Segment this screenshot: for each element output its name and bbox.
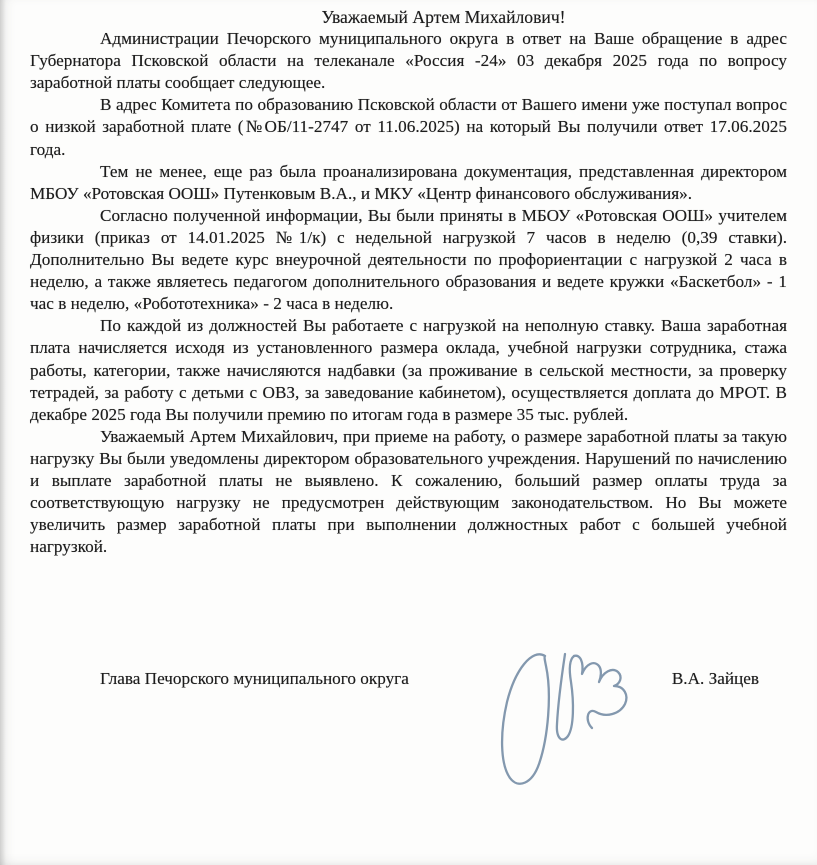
signer-position-title: Глава Печорского муниципального округа bbox=[100, 669, 409, 688]
paragraph-intro: Администрации Печорского муниципального округа в ответ на Ваше обращение в адрес Губернатора Псковской области на телеканале «Россия -24» 03 декабря 2025 года по вопросу заработной платы сообщает следующее. bbox=[30, 29, 787, 93]
paragraph-conclusion: Уважаемый Артем Михайлович, при приеме на работу, о размере заработной платы за такую нагрузку Вы были уведомлены директором образовательного учреждения. Нарушений по начислению и выплате заработной платы не выявлено. К сожалению, больший размер оплаты труда за соответствующую нагрузку не предусмотрен действующим законодательством. Но Вы можете увеличить размер заработной платы при выполнении должностных работ с большей учебной нагрузкой. bbox=[30, 426, 787, 557]
signer-name: В.А. Зайцев bbox=[671, 669, 759, 688]
paragraph-analysis: Тем не менее, еще раз была проанализирована документация, представленная директором МБОУ «Ротовская ООШ» Путенковым В.А., и МКУ «Центр финансового обслуживания». bbox=[30, 161, 787, 203]
paragraph-previous-request: В адрес Комитета по образованию Псковской области от Вашего имени уже поступал вопрос о низкой заработной плате (№ОБ/11-2747 от 11.06.2025) на который Вы получили ответ 17.06.2025 года. bbox=[30, 95, 787, 159]
signature-row bbox=[30, 668, 787, 690]
handwritten-signature-image bbox=[488, 632, 653, 802]
paragraph-employment-details: Согласно полученной информации, Вы были приняты в МБОУ «Ротовская ООШ» учителем физики (приказ от 14.01.2025 №1/к) с недельной нагрузкой 7 часов в неделю (0,39 ставки). Дополнительно Вы ведете курс внеурочной деятельности по профориентации с нагрузкой 2 часа в неделю, а также являетесь педагогом дополнительного образования и ведете кружки «Баскетбол» - 1 час в неделю, «Робототехника» - 2 часа в неделю. bbox=[30, 205, 787, 314]
letter-body bbox=[30, 6, 787, 558]
paragraph-salary-calculation: По каждой из должностей Вы работаете с нагрузкой на неполную ставку. Ваша заработная плата начисляется исходя из установленного размера оклада, учебной нагрузки сотрудника, стажа работы, категории, также начисляются надбавки (за проживание в сельской местности, за проверку тетрадей, за работу с детьми с ОВЗ, за заведование кабинетом), осуществляется доплата до МРОТ. В декабре 2025 года Вы получили премию по итогам года в размере 35 тыс. рублей. bbox=[30, 316, 787, 424]
salutation: Уважаемый Артем Михайлович! bbox=[321, 7, 566, 27]
